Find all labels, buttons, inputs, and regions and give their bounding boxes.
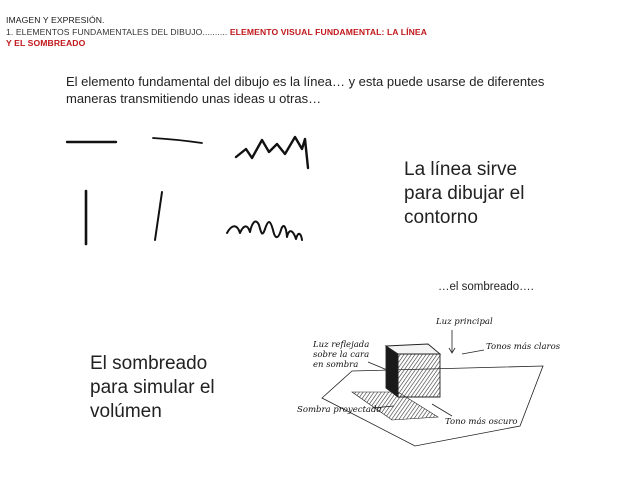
shading-caption-2: para simular el [90, 377, 215, 398]
intro-line-1: El elemento fundamental del dibujo es la línea… y esta puede usarse de diferentes [66, 74, 545, 89]
label-main-light: Luz principal [436, 317, 493, 327]
line-caption-3: contorno [404, 207, 478, 228]
label-reflected-1: Luz reflejada [313, 340, 370, 350]
line-caption-1: La línea sirve [404, 159, 518, 180]
intro-line-2: maneras transmitiendo unas ideas u otras… [66, 91, 322, 106]
label-reflected-3: en sombra [313, 360, 359, 370]
shading-intro: …el sombreado…. [438, 281, 534, 293]
shading-caption-1: El sombreado [90, 353, 208, 374]
shading-caption-3: volúmen [90, 401, 162, 422]
arrow-main-light [449, 330, 455, 353]
header-title: IMAGEN Y EXPRESIÓN. [6, 15, 105, 25]
line-caption-2: para dibujar el [404, 183, 525, 204]
block-dark-face [386, 346, 398, 397]
header-highlight: ELEMENTO VISUAL FUNDAMENTAL: LA LÍNEA [229, 26, 428, 37]
header-highlight-continued: Y EL SOMBREADO [6, 38, 86, 48]
label-cast-shadow: Sombra proyectada [297, 405, 382, 415]
block-shaded-face [398, 354, 440, 397]
arrow-dark-tone [432, 404, 452, 416]
arrow-light-tone [462, 350, 484, 354]
label-reflected-2: sobre la cara [313, 350, 370, 360]
header-section: 1. ELEMENTOS FUNDAMENTALES DEL DIBUJO.......... [6, 26, 228, 37]
label-light-tones: Tonos más claros [486, 342, 561, 352]
label-darkest-tone: Tono más oscuro [445, 417, 518, 427]
